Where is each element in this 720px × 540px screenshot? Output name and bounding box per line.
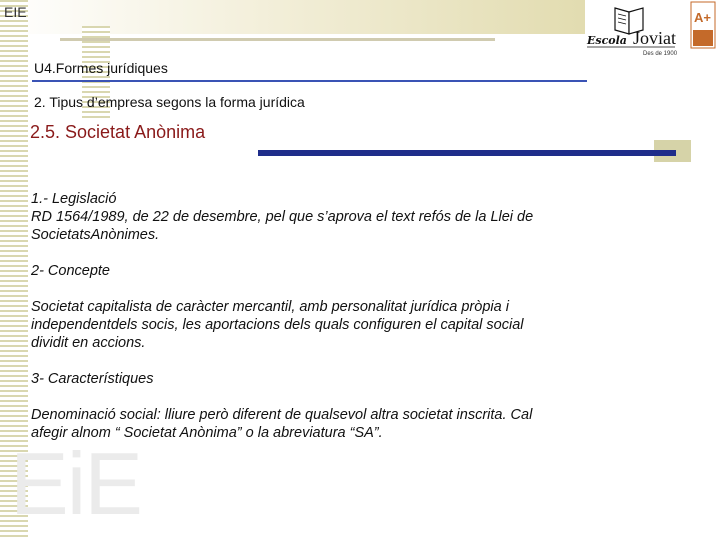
subsection-title: 2.5. Societat Anònima (30, 122, 206, 142)
features-heading: 3- Característiques (31, 371, 154, 387)
legislation-heading: 1.- Legislació (31, 191, 117, 207)
blue-rule (32, 80, 587, 82)
award-badge-icon (691, 2, 715, 48)
logo-school-word: Escola (587, 34, 627, 47)
unit-title: U4.Formes jurídiques (34, 60, 168, 76)
title-underline-bar (258, 150, 676, 156)
logo-since: Des de 1900 (643, 51, 678, 57)
features-line: Denominació social: lliure però diferent de qualsevol altra societat inscrita. Cal (31, 407, 533, 423)
features-line: afegir alnom “ Societat Anònima” o la abreviatura “SA”. (31, 425, 383, 441)
badge-label: A+ (694, 10, 711, 25)
logo-name: Joviat (633, 28, 676, 48)
section-title: 2. Tipus d’empresa segons la forma jurídica (34, 94, 305, 110)
concept-line: Societat capitalista de caràcter mercantil, amb personalitat jurídica pròpia i (31, 299, 509, 315)
concept-line: independentdels socis, les aportacions dels quals configuren el capital social (31, 317, 524, 333)
header-rule (60, 38, 495, 41)
legislation-line: RD 1564/1989, de 22 de desembre, pel que s’aprova el text refós de la Llei de (31, 209, 534, 225)
concept-heading: 2- Concepte (31, 263, 110, 279)
school-logo (585, 0, 720, 60)
corner-tag: EIE (4, 4, 27, 20)
eie-watermark: EiE (10, 434, 141, 533)
concept-line: dividit en accions. (31, 335, 146, 351)
slide-body (31, 190, 641, 442)
legislation-line: SocietatsAnònimes. (31, 227, 160, 243)
